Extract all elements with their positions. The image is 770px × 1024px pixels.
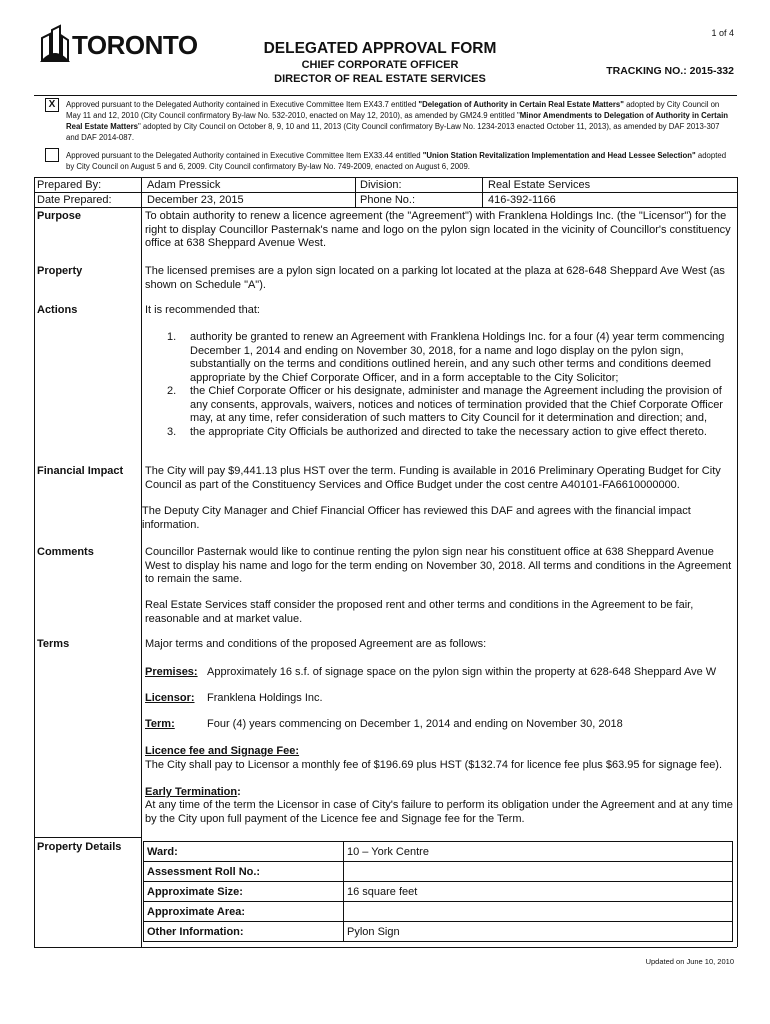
divider xyxy=(34,947,737,948)
division-value: Real Estate Services xyxy=(488,179,591,191)
detail-key: Other Information: xyxy=(144,922,344,942)
logo-wordmark: TORONTO xyxy=(72,30,198,60)
divider xyxy=(482,177,483,207)
action-number: 1. xyxy=(167,331,177,343)
divider xyxy=(34,192,737,193)
premises-value: Approximately 16 s.f. of signage space on the pylon sign within the property at 628-648 Sheppard Ave W xyxy=(207,666,717,678)
actions-label: Actions xyxy=(37,304,78,316)
property-details-table xyxy=(143,841,733,942)
terms-label: Terms xyxy=(37,638,70,650)
approval-text-1: Approved pursuant to the Delegated Authority contained in Executive Committee Item EX43.7 entitled "Delegation of Authority in Certain Real Estate Matters" adopted by City Council on May 11 and 12, 2010 (City Council confirmatory By-law No. 532-2010, enacted on May 12, 2010), as amended by GM24.9 entitled "Minor Amendments to Delegation of Authority in Certain Real Estate Matters" adopted by City Council on October 8, 9, 10 and 11, 2013 (City Council confirmatory By-Law No. 1234-2013 enacted October 11, 2013), as amended by DAF 2013-307 and DAF 2014-087. xyxy=(66,100,729,142)
licensor-label: Licensor: xyxy=(145,692,195,704)
comments-text-2: Real Estate Services staff consider the proposed rent and other terms and conditions in the Agreement to be fair, reasonable and at market value. xyxy=(145,599,694,625)
divider xyxy=(34,177,737,178)
prepared-by-label: Prepared By: xyxy=(37,179,102,191)
divider xyxy=(737,177,738,947)
action-number: 3. xyxy=(167,426,177,438)
divider xyxy=(34,95,737,96)
action-item: the Chief Corporate Officer or his designate, administer and manage the Agreement including the provision of any consents, approvals, waivers, notices and notices of termination provided that the Chief Corporate Officer may, at any time, refer consideration of such matters to City Council for it determination and direction; and, xyxy=(190,385,723,424)
table-row xyxy=(144,882,733,902)
detail-value: Pylon Sign xyxy=(344,922,733,942)
premises-label: Premises: xyxy=(145,666,198,678)
purpose-text: To obtain authority to renew a licence agreement (the "Agreement") with Franklena Holdings Inc. (the "Licensor") for the right to display Councillor Pasternak's name and logo on the pylon sign located in the vicinity of Councillor's constituency office at 638 Sheppard Avenue West. xyxy=(145,210,731,249)
terms-intro: Major terms and conditions of the proposed Agreement are as follows: xyxy=(145,638,487,650)
comments-text-1: Councillor Pasternak would like to continue renting the pylon sign near his constituent office at 638 Sheppard Avenue West to display his name and logo for the term ending on November 30, 2018. All terms and conditions in the Agreement to remain the same. xyxy=(145,546,732,585)
divider xyxy=(355,177,356,207)
financial-review-text: The Deputy City Manager and Chief Financial Officer has reviewed this DAF and agrees with the financial impact information. xyxy=(142,505,691,531)
property-details-label: Property Details xyxy=(37,841,122,853)
division-label: Division: xyxy=(360,179,402,191)
footer-updated: Updated on June 10, 2010 xyxy=(645,957,734,966)
divider xyxy=(141,177,142,207)
table-row xyxy=(144,842,733,862)
phone-label: Phone No.: xyxy=(360,194,416,206)
purpose-label: Purpose xyxy=(37,210,82,222)
page-indicator: 1 of 4 xyxy=(711,28,734,38)
tracking-number: TRACKING NO.: 2015-332 xyxy=(606,65,734,77)
detail-value: 10 – York Centre xyxy=(344,842,733,862)
early-termination-label: Early Termination: xyxy=(145,786,241,798)
property-text: The licensed premises are a pylon sign located on a parking lot located at the plaza at 628-648 Sheppard Ave West (as shown on Schedule "A"). xyxy=(145,265,725,291)
action-number: 2. xyxy=(167,385,177,397)
divider xyxy=(34,177,35,947)
form-title: DELEGATED APPROVAL FORM xyxy=(263,40,497,57)
form-subtitle-1: CHIEF CORPORATE OFFICER xyxy=(301,59,459,71)
fee-value: The City shall pay to Licensor a monthly fee of $196.69 plus HST ($132.74 for licence fee plus $63.95 for signage fee). xyxy=(145,759,723,771)
divider xyxy=(34,837,141,838)
approval-checkbox-2[interactable] xyxy=(45,148,59,162)
divider xyxy=(141,207,142,947)
approval-text-2: Approved pursuant to the Delegated Authority contained in Executive Committee Item EX33.44 entitled "Union Station Revitalization Implementation and Head Lessee Selection" adopted by City Council on August 5 and 6, 2009. City Council confirmatory By-law No. 749-2009, enacted on August 6, 2009. xyxy=(66,151,727,171)
term-value: Four (4) years commencing on December 1, 2014 and ending on November 30, 2018 xyxy=(207,718,623,730)
detail-value: 16 square feet xyxy=(344,882,733,902)
table-row xyxy=(144,862,733,882)
detail-value xyxy=(344,862,733,882)
action-item: authority be granted to renew an Agreement with Franklena Holdings Inc. for a four (4) year term commencing December 1, 2014 and ending on November 30, 2018, for a name and logo display on the pylon sign, substantially on the terms and conditions outlined herein, and any such other terms and conditions deemed appropriate by the Chief Corporate Officer, and in a form acceptable to the City Solicitor; xyxy=(190,331,725,384)
table-row xyxy=(144,922,733,942)
detail-key: Approximate Size: xyxy=(144,882,344,902)
actions-intro: It is recommended that: xyxy=(145,304,260,316)
detail-key: Approximate Area: xyxy=(144,902,344,922)
term-label: Term: xyxy=(145,718,175,730)
approval-checkbox-1[interactable]: X xyxy=(45,98,59,112)
detail-key: Ward: xyxy=(144,842,344,862)
phone-value: 416-392-1166 xyxy=(488,194,556,206)
divider xyxy=(34,207,737,208)
detail-value xyxy=(344,902,733,922)
table-row xyxy=(144,902,733,922)
action-item: the appropriate City Officials be authorized and directed to take the necessary action to give effect thereto. xyxy=(190,426,707,438)
licensor-value: Franklena Holdings Inc. xyxy=(207,692,323,704)
fee-label: Licence fee and Signage Fee: xyxy=(145,745,300,757)
financial-impact-label: Financial Impact xyxy=(37,465,124,477)
form-subtitle-2: DIRECTOR OF REAL ESTATE SERVICES xyxy=(274,73,486,85)
early-termination-text: At any time of the term the Licensor in case of City's failure to perform its obligation under the Agreement and at any time by the City upon full payment of the Licence fee and Signage fee for the Term. xyxy=(145,799,733,825)
financial-impact-text: The City will pay $9,441.13 plus HST over the term. Funding is available in 2016 Preliminary Operating Budget for City Council as part of the Constituency Services and Office Budget under the cost centre A40101-FA6610000000. xyxy=(145,465,721,491)
detail-key: Assessment Roll No.: xyxy=(144,862,344,882)
date-prepared-value: December 23, 2015 xyxy=(147,194,244,206)
property-label: Property xyxy=(37,265,83,277)
comments-label: Comments xyxy=(37,546,94,558)
date-prepared-label: Date Prepared: xyxy=(37,194,112,206)
prepared-by-value: Adam Pressick xyxy=(147,179,221,191)
